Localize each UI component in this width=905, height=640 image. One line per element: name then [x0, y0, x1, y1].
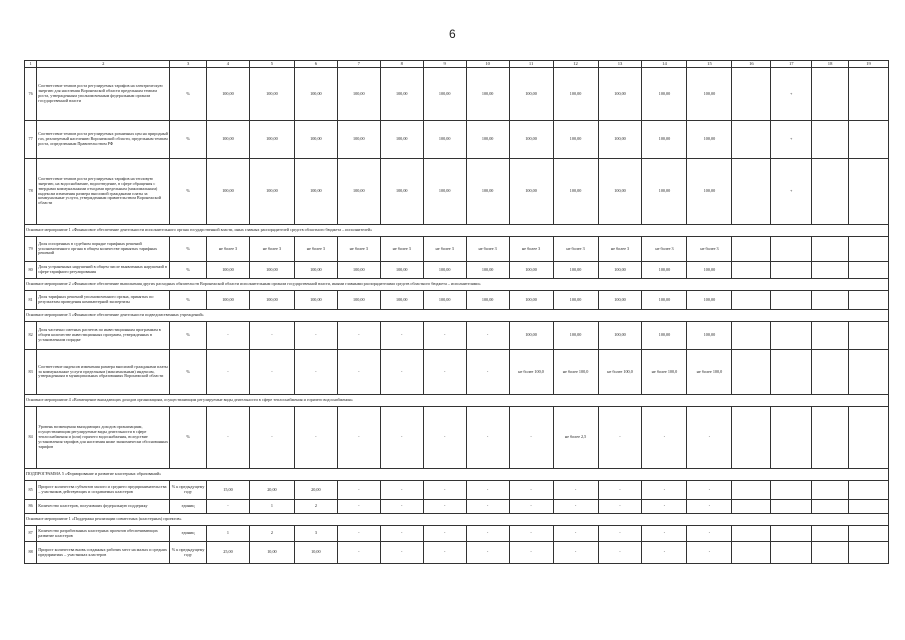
table-row [25, 526, 889, 542]
value-cell: не более 3 [294, 237, 337, 262]
value-cell: - [466, 350, 509, 395]
empty-cell [732, 322, 771, 350]
value-cell: 100,00 [553, 68, 598, 121]
mark-cell [771, 542, 812, 564]
value-cell: 100,00 [423, 121, 466, 159]
row-number: 83 [25, 350, 37, 395]
column-header: 5 [249, 61, 294, 68]
empty-cell [812, 407, 849, 469]
empty-cell [812, 526, 849, 542]
value-cell: 100,00 [249, 159, 294, 225]
value-cell: 100,00 [206, 68, 249, 121]
value-cell: 100,00 [687, 262, 732, 279]
value-cell: 100,00 [598, 159, 642, 225]
column-header: 9 [423, 61, 466, 68]
value-cell: - [423, 542, 466, 564]
value-cell: 100,00 [466, 159, 509, 225]
value-cell: - [206, 322, 249, 350]
row-number: 76 [25, 68, 37, 121]
column-header: 6 [294, 61, 337, 68]
value-cell: - [598, 542, 642, 564]
value-cell: 100,00 [642, 68, 687, 121]
value-cell: 100,00 [642, 322, 687, 350]
mark-cell: + [771, 121, 812, 159]
empty-cell [848, 262, 888, 279]
mark-cell [771, 481, 812, 500]
value-cell: 2 [294, 500, 337, 514]
empty-cell [732, 350, 771, 395]
empty-cell [732, 526, 771, 542]
section-title: ПОДПРОГРАММА 5 «Формирование и развитие кластерных образований» [25, 469, 889, 481]
value-cell: 100,00 [598, 68, 642, 121]
mark-cell [771, 350, 812, 395]
indicator-name: Соответствие темпов роста регулируемых тарифов на электрическую энергию для населения Воронежской области предельным темпам роста, утвержденным уполномоченным федеральным органом государственной власти [37, 68, 170, 121]
value-cell: 100,00 [642, 291, 687, 310]
value-cell: 100,00 [642, 121, 687, 159]
value-cell: - [598, 526, 642, 542]
column-header: 17 [771, 61, 812, 68]
empty-cell [848, 500, 888, 514]
empty-cell [812, 500, 849, 514]
row-number: 84 [25, 407, 37, 469]
empty-cell [848, 237, 888, 262]
value-cell: не более 3 [337, 237, 380, 262]
row-number: 88 [25, 542, 37, 564]
unit-cell: % [170, 262, 207, 279]
indicator-name: Доля оспоренных в судебном порядке тарифных решений уполномоченного органа в общем количестве принятых тарифных решений [37, 237, 170, 262]
value-cell: - [466, 526, 509, 542]
value-cell: 100,00 [249, 68, 294, 121]
value-cell: 100,00 [206, 159, 249, 225]
value-cell: - [337, 481, 380, 500]
row-number: 77 [25, 121, 37, 159]
empty-cell [812, 68, 849, 121]
value-cell: 100,00 [337, 68, 380, 121]
value-cell: - [423, 350, 466, 395]
value-cell: - [687, 526, 732, 542]
empty-cell [848, 542, 888, 564]
value-cell: 100,00 [294, 68, 337, 121]
value-cell: 100,00 [553, 159, 598, 225]
value-cell: - [380, 481, 423, 500]
table-row [25, 481, 889, 500]
value-cell: - [423, 481, 466, 500]
value-cell: 100,00 [598, 322, 642, 350]
section-row [25, 395, 889, 407]
page-number: 6 [449, 27, 456, 41]
value-cell: 1 [206, 526, 249, 542]
value-cell: - [206, 500, 249, 514]
section-title: Основное мероприятие 3 «Финансовое обеспечение деятельности подведомственных учреждений» [25, 310, 889, 322]
unit-cell: % [170, 407, 207, 469]
empty-cell [848, 350, 888, 395]
table-row [25, 68, 889, 121]
value-cell: - [466, 481, 509, 500]
value-cell: - [423, 407, 466, 469]
empty-cell [812, 237, 849, 262]
value-cell: - [466, 542, 509, 564]
value-cell: 100,00 [423, 291, 466, 310]
value-cell: 100,00 [337, 121, 380, 159]
empty-cell [732, 262, 771, 279]
indicator-name: Прирост количества вновь созданных рабочих мест на малых и средних предприятиях – участниках кластеров [37, 542, 170, 564]
value-cell: - [687, 481, 732, 500]
empty-cell [812, 542, 849, 564]
value-cell: 100,00 [466, 68, 509, 121]
value-cell: - [380, 526, 423, 542]
empty-cell [812, 121, 849, 159]
column-header: 7 [337, 61, 380, 68]
value-cell: - [423, 526, 466, 542]
value-cell: не более 3 [687, 237, 732, 262]
value-cell: не более 3 [509, 237, 553, 262]
value-cell: не более 3 [642, 237, 687, 262]
value-cell: - [553, 500, 598, 514]
value-cell: - [509, 526, 553, 542]
value-cell: 100,00 [337, 262, 380, 279]
column-header: 3 [170, 61, 207, 68]
value-cell: 100,00 [337, 291, 380, 310]
unit-cell: единиц [170, 500, 207, 514]
value-cell: - [294, 350, 337, 395]
empty-cell [732, 407, 771, 469]
value-cell: 100,00 [509, 68, 553, 121]
indicator-name: Соответствие темпов роста регулируемых розничных цен на природный газ, реализуемый населению Воронежской области, предельным темпам роста, определенным Правительством РФ [37, 121, 170, 159]
value-cell: 100,00 [380, 121, 423, 159]
value-cell: - [337, 542, 380, 564]
empty-cell [812, 262, 849, 279]
value-cell: 100,00 [249, 262, 294, 279]
section-row [25, 514, 889, 526]
table-row [25, 159, 889, 225]
column-header: 13 [598, 61, 642, 68]
value-cell: - [598, 481, 642, 500]
unit-cell: % [170, 322, 207, 350]
value-cell: не более 3 [553, 237, 598, 262]
empty-cell [848, 291, 888, 310]
value-cell: 100,00 [294, 159, 337, 225]
value-cell: не более 3 [249, 237, 294, 262]
value-cell: 100,00 [687, 322, 732, 350]
mark-cell [771, 291, 812, 310]
value-cell: - [642, 407, 687, 469]
value-cell: - [687, 407, 732, 469]
value-cell: не более 100,0 [598, 350, 642, 395]
section-title: Основное мероприятие 4 «Возмещение выпадающих доходов организациям, осуществляющим регулируемые виды деятельности в сфере теплоснабжения и горячего водоснабжения» [25, 395, 889, 407]
section-row [25, 279, 889, 291]
value-cell: - [598, 500, 642, 514]
value-cell: - [687, 542, 732, 564]
value-cell: 100,00 [466, 121, 509, 159]
value-cell: - [642, 526, 687, 542]
value-cell: 100,00 [509, 262, 553, 279]
value-cell: 100,00 [466, 291, 509, 310]
value-cell: 100,00 [423, 68, 466, 121]
mark-cell [771, 262, 812, 279]
value-cell: - [294, 322, 337, 350]
mark-cell [771, 526, 812, 542]
indicator-table-sheet [24, 60, 889, 564]
value-cell: 100,00 [423, 159, 466, 225]
column-header: 19 [848, 61, 888, 68]
table-row [25, 322, 889, 350]
empty-cell [732, 121, 771, 159]
column-header: 16 [732, 61, 771, 68]
value-cell: - [380, 407, 423, 469]
value-cell: 10,00 [294, 542, 337, 564]
indicator-name: Соответствие темпов роста регулируемых тарифов на тепловую энергию, на водоснабжение, водоотведение, в сфере обращения с твердыми коммунальными отходами предельным (максимальным) индексам изменения размера вносимой гражданами платы за коммунальные услуги, утвержденным правительством Воронежской области [37, 159, 170, 225]
empty-cell [732, 68, 771, 121]
column-header: 10 [466, 61, 509, 68]
value-cell: 100,00 [423, 262, 466, 279]
value-cell: 20,00 [294, 481, 337, 500]
value-cell: 100,00 [509, 121, 553, 159]
value-cell: 100,00 [553, 262, 598, 279]
value-cell: 100,00 [509, 291, 553, 310]
value-cell: - [337, 526, 380, 542]
value-cell: - [380, 542, 423, 564]
value-cell: 100,00 [509, 322, 553, 350]
value-cell: - [249, 350, 294, 395]
column-header: 15 [687, 61, 732, 68]
empty-cell [732, 237, 771, 262]
unit-cell: % [170, 350, 207, 395]
value-cell: 15,00 [206, 481, 249, 500]
value-cell: 100,00 [206, 121, 249, 159]
row-number: 85 [25, 481, 37, 500]
empty-cell [732, 542, 771, 564]
value-cell: - [466, 322, 509, 350]
value-cell: - [337, 322, 380, 350]
value-cell: не более 100,0 [642, 350, 687, 395]
value-cell: 10,00 [249, 542, 294, 564]
value-cell: 100,00 [206, 262, 249, 279]
section-title: Основное мероприятие 2 «Финансовое обеспечение выполнения других расходных обязательств Воронежской области исполнительным органом государственной власти, иными главными распорядителями средств областного бюджета – исполнителями» [25, 279, 889, 291]
value-cell: - [206, 350, 249, 395]
table-row [25, 291, 889, 310]
column-header: 11 [509, 61, 553, 68]
value-cell: 100,00 [598, 262, 642, 279]
value-cell: - [249, 407, 294, 469]
unit-cell: единиц [170, 526, 207, 542]
value-cell: 20,00 [249, 481, 294, 500]
value-cell: - [294, 407, 337, 469]
empty-cell [848, 68, 888, 121]
value-cell: 100,00 [249, 291, 294, 310]
value-cell: 100,00 [466, 262, 509, 279]
column-header: 2 [37, 61, 170, 68]
value-cell: 100,00 [553, 322, 598, 350]
indicator-name: Уровень возмещения выпадающих доходов организациям, осуществляющим регулируемые виды деятельности в сфере теплоснабжения и (или) горячего водоснабжения, вследствие установления тарифов для населения ниже экономически обоснованных тарифов [37, 407, 170, 469]
value-cell: не более 3 [206, 237, 249, 262]
indicator-name: Доля тарифных решений уполномоченного органа, принятых по результатам проведения компьютерной экспертизы [37, 291, 170, 310]
value-cell: 100,00 [553, 121, 598, 159]
value-cell: не более 3 [380, 237, 423, 262]
unit-cell: % к предыдущему году [170, 481, 207, 500]
section-row [25, 225, 889, 237]
value-cell: - [642, 481, 687, 500]
value-cell: - [423, 500, 466, 514]
table-row [25, 350, 889, 395]
value-cell: - [687, 500, 732, 514]
value-cell: 25,00 [206, 542, 249, 564]
value-cell: 100,00 [294, 291, 337, 310]
value-cell: не более 100,0 [509, 350, 553, 395]
section-title: Основное мероприятие 1 «Финансовое обеспечение деятельности исполнительного органа государственной власти, иных главных распорядителей средств областного бюджета – исполнителей» [25, 225, 889, 237]
empty-cell [732, 159, 771, 225]
table-row [25, 500, 889, 514]
value-cell: 100,00 [380, 159, 423, 225]
row-number: 87 [25, 526, 37, 542]
mark-cell [771, 500, 812, 514]
value-cell: 100,00 [380, 262, 423, 279]
value-cell: 100,00 [642, 159, 687, 225]
empty-cell [848, 407, 888, 469]
mark-cell [771, 407, 812, 469]
empty-cell [732, 481, 771, 500]
unit-cell: % [170, 237, 207, 262]
value-cell: - [466, 407, 509, 469]
row-number: 79 [25, 237, 37, 262]
value-cell: 100,00 [687, 291, 732, 310]
unit-cell: % [170, 68, 207, 121]
mark-cell [771, 237, 812, 262]
value-cell: 100,00 [642, 262, 687, 279]
empty-cell [848, 159, 888, 225]
value-cell: 100,00 [687, 159, 732, 225]
value-cell: 2 [249, 526, 294, 542]
value-cell: - [642, 500, 687, 514]
header-row [25, 61, 889, 68]
empty-cell [848, 526, 888, 542]
value-cell: 100,00 [687, 121, 732, 159]
value-cell: - [509, 407, 553, 469]
value-cell: 100,00 [294, 262, 337, 279]
column-header: 4 [206, 61, 249, 68]
empty-cell [812, 350, 849, 395]
value-cell: - [553, 526, 598, 542]
value-cell: - [423, 322, 466, 350]
table-row [25, 542, 889, 564]
section-row [25, 469, 889, 481]
column-header: 14 [642, 61, 687, 68]
value-cell: - [337, 500, 380, 514]
empty-cell [732, 291, 771, 310]
column-header: 12 [553, 61, 598, 68]
value-cell: 100,00 [380, 68, 423, 121]
table-row [25, 121, 889, 159]
row-number: 78 [25, 159, 37, 225]
value-cell: - [598, 407, 642, 469]
value-cell: 100,00 [598, 121, 642, 159]
value-cell: - [206, 407, 249, 469]
value-cell: - [380, 322, 423, 350]
empty-cell [848, 121, 888, 159]
indicator-name: Соответствие индексов изменения размера вносимой гражданами платы за коммунальные услуги предельным (максимальным) индексам, утвержденным в муниципальных образованиях Воронежской области [37, 350, 170, 395]
value-cell: 100,00 [553, 291, 598, 310]
empty-cell [848, 322, 888, 350]
value-cell: 100,00 [206, 291, 249, 310]
indicator-name: Доля частично сметных расчетов по инвестиционным программам в общем количестве инвестиционных программ, утвержденных в установленном порядке [37, 322, 170, 350]
value-cell: не более 3 [466, 237, 509, 262]
row-number: 80 [25, 262, 37, 279]
section-title: Основное мероприятие 1 «Поддержка реализации совместных (кластерных) проектов» [25, 514, 889, 526]
value-cell: - [249, 322, 294, 350]
table-row [25, 262, 889, 279]
value-cell: - [337, 407, 380, 469]
value-cell: 100,00 [249, 121, 294, 159]
value-cell: 100,00 [337, 159, 380, 225]
value-cell: не более 2,5 [553, 407, 598, 469]
mark-cell: + [771, 68, 812, 121]
value-cell: не более 100,0 [687, 350, 732, 395]
value-cell: не более 3 [598, 237, 642, 262]
indicator-name: Доля устраненных нарушений в общем числе выявленных нарушений в сфере тарифного регулирования [37, 262, 170, 279]
value-cell: не более 100,0 [553, 350, 598, 395]
empty-cell [812, 322, 849, 350]
indicator-table [24, 60, 889, 564]
indicator-name: Количество разработанных кластерных проектов обеспечивающих развитие кластеров [37, 526, 170, 542]
mark-cell [771, 322, 812, 350]
value-cell: - [509, 481, 553, 500]
unit-cell: % [170, 121, 207, 159]
empty-cell [812, 159, 849, 225]
value-cell: 100,00 [687, 68, 732, 121]
section-row [25, 310, 889, 322]
empty-cell [732, 500, 771, 514]
value-cell: - [553, 542, 598, 564]
value-cell: 100,00 [294, 121, 337, 159]
value-cell: - [509, 500, 553, 514]
table-row [25, 237, 889, 262]
column-header: 1 [25, 61, 37, 68]
value-cell: - [380, 500, 423, 514]
empty-cell [812, 481, 849, 500]
unit-cell: % к предыдущему году [170, 542, 207, 564]
unit-cell: % [170, 159, 207, 225]
value-cell: - [509, 542, 553, 564]
value-cell: - [337, 350, 380, 395]
column-header: 18 [812, 61, 849, 68]
value-cell: - [466, 500, 509, 514]
empty-cell [848, 481, 888, 500]
value-cell: 100,00 [509, 159, 553, 225]
indicator-name: Прирост количества субъектов малого и среднего предпринимательства – участников действующих и создаваемых кластеров [37, 481, 170, 500]
column-header: 8 [380, 61, 423, 68]
value-cell: 3 [294, 526, 337, 542]
unit-cell: % [170, 291, 207, 310]
value-cell: - [380, 350, 423, 395]
value-cell: не более 3 [423, 237, 466, 262]
table-row [25, 407, 889, 469]
empty-cell [812, 291, 849, 310]
value-cell: - [553, 481, 598, 500]
row-number: 82 [25, 322, 37, 350]
indicator-name: Количество кластеров, получивших федеральную поддержку [37, 500, 170, 514]
value-cell: - [642, 542, 687, 564]
value-cell: 100,00 [598, 291, 642, 310]
value-cell: 1 [249, 500, 294, 514]
value-cell: 100,00 [380, 291, 423, 310]
row-number: 81 [25, 291, 37, 310]
row-number: 86 [25, 500, 37, 514]
mark-cell: + [771, 159, 812, 225]
